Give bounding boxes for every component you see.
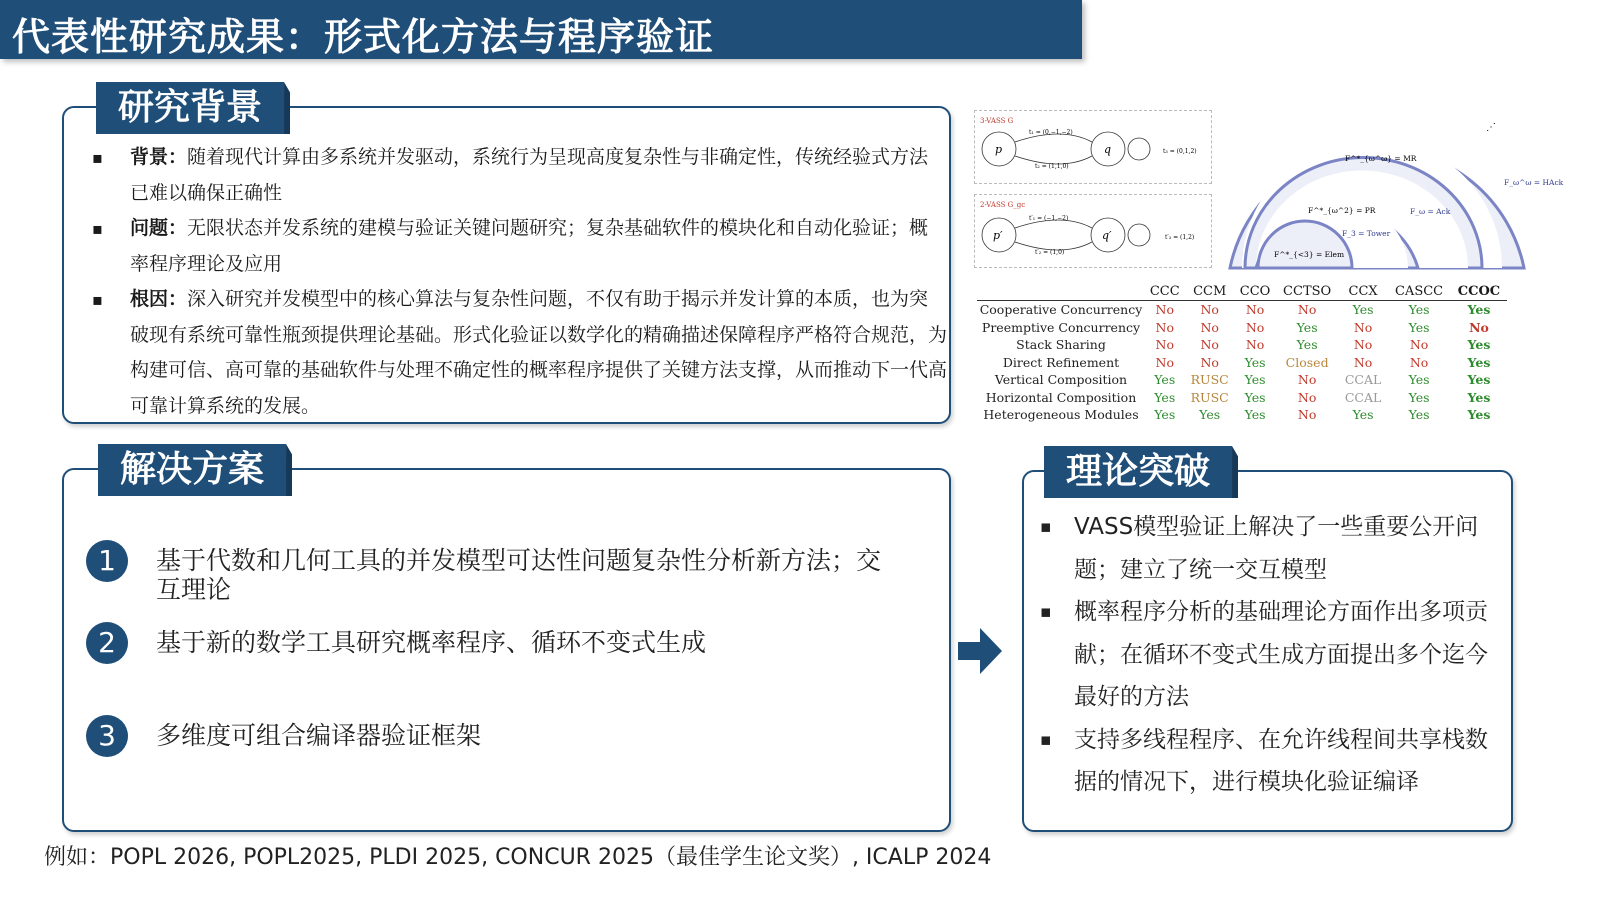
complexity-hierarchy-figure: [1220, 108, 1565, 270]
theory-item: ▪ VASS模型验证上解决了一些重要公开问题；建立了统一交互模型: [1040, 506, 1510, 591]
table-cell: No: [1353, 319, 1373, 335]
row-label: Direct Refinement: [1002, 354, 1120, 370]
transition-label: t₂ = (1,1,0): [1035, 163, 1069, 170]
solution-text: 基于代数和几何工具的并发模型可达性问题复杂性分析新方法；交互理论: [156, 546, 882, 604]
table-cell: Yes: [1467, 389, 1491, 405]
table-cell: No: [1200, 337, 1219, 352]
row-label: Preemptive Concurrency: [981, 319, 1141, 335]
vass-figure-2: [974, 194, 1212, 268]
table-cell: No: [1297, 372, 1317, 387]
table-header-row: [977, 283, 1507, 301]
table-cell: Yes: [1244, 407, 1266, 422]
table-header-cell: [977, 283, 1145, 301]
table-cell: Yes: [1154, 389, 1176, 405]
table-cell: Yes: [1296, 319, 1318, 335]
table-cell: No: [1155, 302, 1174, 317]
state-p: p′: [993, 229, 1003, 242]
table-header-cell: CASCC: [1387, 283, 1451, 301]
transition-label: t′₁ = (−1,−2): [1029, 215, 1069, 222]
solution-item: [86, 715, 886, 757]
table-cell: No: [1245, 319, 1265, 335]
vass-title: 2-VASS G_gc: [980, 201, 1026, 209]
transition-label: t′₂ = (1,0): [1035, 249, 1065, 256]
table-cell: No: [1155, 337, 1174, 352]
theory-list: [1040, 506, 1510, 804]
table-row: [977, 319, 1507, 337]
number-badge: 1: [86, 540, 128, 582]
class-label: F_ω^ω = HAck: [1504, 178, 1564, 187]
table-header-cell: CCTSO: [1275, 283, 1339, 301]
table-row: [977, 336, 1507, 354]
table-cell: Yes: [1352, 302, 1374, 317]
right-arrow-icon: [958, 628, 1002, 674]
solution-text: 基于新的数学工具研究概率程序、循环不变式生成: [156, 628, 707, 657]
table-header-cell: CCX: [1339, 283, 1387, 301]
table-row: [977, 301, 1507, 319]
table-cell: Yes: [1199, 407, 1221, 422]
table-cell: No: [1155, 319, 1174, 335]
comparison-table: [977, 283, 1507, 424]
table-cell: Yes: [1467, 372, 1491, 387]
table-cell: Yes: [1154, 407, 1176, 422]
table-cell: No: [1469, 319, 1489, 335]
number-badge: 3: [86, 715, 128, 757]
table-cell: Yes: [1408, 407, 1430, 422]
table-cell: Yes: [1408, 389, 1430, 405]
row-label: Vertical Composition: [994, 372, 1128, 387]
background-heading: 研究背景: [96, 82, 284, 134]
title-bar: [0, 0, 1082, 59]
table-cell: Yes: [1154, 372, 1176, 387]
state-q: q: [1104, 143, 1112, 156]
table-cell: No: [1245, 302, 1265, 317]
table-cell: Yes: [1296, 337, 1318, 352]
ellipsis-dots: ⋰: [1486, 122, 1496, 133]
table-cell: RUSC: [1190, 389, 1229, 405]
background-item: ▪ 根因：深入研究并发模型中的核心算法与复杂性问题，不仅有助于揭示并发计算的本质，也为突破现有系统可靠性瓶颈提供理论基础。形式化验证以数学化的精确描述保障程序严格符合规范，为构建可信、高可靠的基础软件与处理不确定性的概率程序提供了关键方法支撑，从而推动下一代高可靠计算系统的发展。: [92, 282, 947, 424]
table-cell: Yes: [1408, 302, 1430, 317]
table-cell: No: [1200, 354, 1219, 370]
table-cell: Yes: [1467, 337, 1491, 352]
table-cell: No: [1200, 319, 1219, 335]
table-cell: No: [1245, 337, 1265, 352]
class-label: F^*_{ω^ω} = MR: [1345, 154, 1417, 163]
table-cell: Yes: [1244, 372, 1266, 387]
table-cell: Yes: [1467, 302, 1491, 317]
theory-heading: 理论突破: [1044, 446, 1232, 498]
transition-label: t′₃ = (1,2): [1165, 234, 1195, 241]
table-cell: No: [1297, 407, 1317, 422]
table-cell: Yes: [1352, 407, 1374, 422]
background-item: ▪ 问题：无限状态并发系统的建模与验证关键问题研究；复杂基础软件的模块化和自动化验证；概率程序理论及应用: [92, 211, 947, 282]
table-row: [977, 406, 1507, 424]
class-label: F_3 = Tower: [1342, 229, 1391, 238]
table-cell: Yes: [1408, 372, 1430, 387]
theory-item: ▪ 支持多线程程序、在允许线程间共享栈数据的情况下，进行模块化验证编译: [1040, 719, 1510, 804]
number-badge: 2: [86, 622, 128, 664]
table-cell: CCAL: [1344, 389, 1382, 405]
solution-item: [86, 622, 886, 664]
background-item: ▪ 背景：随着现代计算由多系统并发驱动，系统行为呈现高度复杂性与非确定性，传统经验式方法已难以确保正确性: [92, 140, 947, 211]
vass-graph-2: [975, 195, 1211, 267]
state-p: p: [995, 143, 1003, 156]
table-cell: Closed: [1285, 354, 1329, 370]
solution-heading: 解决方案: [98, 444, 286, 496]
row-label: Horizontal Composition: [985, 389, 1137, 405]
footer-text: 例如：POPL 2026, POPL2025, PLDI 2025, CONCUR 2025（最佳学生论文奖）, ICALP 2024: [44, 845, 992, 870]
table-cell: Yes: [1467, 354, 1491, 370]
table-cell: Yes: [1467, 407, 1491, 422]
class-label: F^*_{ω^2} = PR: [1308, 206, 1376, 215]
table-cell: No: [1297, 389, 1317, 405]
table-row: [977, 371, 1507, 389]
table-cell: No: [1353, 354, 1373, 370]
table-cell: Yes: [1244, 354, 1266, 370]
class-label: F_ω = Ack: [1410, 207, 1451, 216]
table-cell: No: [1353, 337, 1373, 352]
page-title: 代表性研究成果：形式化方法与程序验证: [12, 15, 715, 59]
row-label: Stack Sharing: [1016, 337, 1106, 352]
table-header-cell: CCM: [1184, 283, 1234, 301]
table-cell: CCAL: [1344, 372, 1382, 387]
state-q: q′: [1102, 229, 1112, 242]
table-header-cell: CCO: [1235, 283, 1275, 301]
table-row: [977, 389, 1507, 407]
table-cell: No: [1409, 337, 1429, 352]
table-cell: Yes: [1408, 319, 1430, 335]
table-cell: No: [1155, 354, 1174, 370]
table-header-cell: CCC: [1145, 283, 1184, 301]
background-list: [92, 140, 947, 424]
table-body: [977, 301, 1507, 424]
row-label: Heterogeneous Modules: [983, 407, 1139, 422]
class-label: F^*_{<3} = Elem: [1274, 250, 1345, 259]
vass-graph-1: [975, 111, 1211, 183]
table-cell: No: [1409, 354, 1429, 370]
table-cell: No: [1200, 302, 1219, 317]
vass-figure-1: [974, 110, 1212, 184]
vass-title: 3-VASS G: [980, 117, 1014, 125]
transition-label: t₃ = (0,1,2): [1163, 148, 1197, 155]
theory-item: ▪ 概率程序分析的基础理论方面作出多项贡献；在循环不变式生成方面提出多个迄今最好的方法: [1040, 591, 1510, 719]
solution-text: 多维度可组合编译器验证框架: [156, 721, 482, 750]
table-cell: Yes: [1244, 389, 1266, 405]
row-label: Cooperative Concurrency: [979, 302, 1143, 317]
table-cell: RUSC: [1190, 372, 1229, 387]
table-cell: No: [1297, 302, 1317, 317]
table-header-cell: CCOC: [1451, 283, 1507, 301]
table-row: [977, 354, 1507, 372]
solution-item: [86, 540, 886, 604]
transition-label: t₁ = (0,−1,−2): [1029, 129, 1073, 136]
